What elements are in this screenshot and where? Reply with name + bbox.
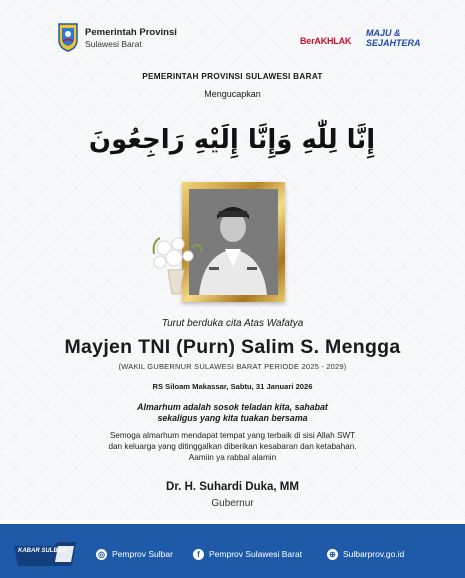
footer-instagram-link[interactable] bbox=[96, 547, 173, 561]
web-icon: ⊕ bbox=[327, 549, 338, 560]
condolence-text: Turut berduka cita Atas Wafatya bbox=[161, 318, 304, 329]
government-name: Pemerintah Provinsi bbox=[85, 27, 177, 38]
signer-role: Gubernur bbox=[211, 498, 254, 509]
berakhlak-text: BerAKHLAK bbox=[300, 36, 352, 46]
prayer-line: Aamiin ya rabbal alamin bbox=[188, 453, 277, 462]
facebook-icon: f bbox=[193, 549, 204, 560]
deceased-name: Mayjen TNI (Purn) Salim S. Mengga bbox=[64, 336, 401, 358]
province-emblem-icon bbox=[57, 22, 79, 52]
footer-instagram-label: Pemprov Sulbar bbox=[112, 549, 173, 559]
government-region: Sulawesi Barat bbox=[85, 39, 142, 49]
deceased-position: (WAKIL GUBERNUR SULAWESI BARAT PERIODE 2025 - 2029) bbox=[118, 362, 347, 371]
arabic-calligraphy bbox=[88, 106, 376, 168]
kabar-logo-shape bbox=[14, 542, 76, 566]
maju-sejahtera-logo bbox=[366, 28, 421, 54]
prayer-text bbox=[90, 430, 375, 463]
prayer-line: dan keluarga yang ditinggalkan diberikan kesabaran dan ketabahan. bbox=[108, 442, 357, 451]
header bbox=[0, 0, 465, 62]
footer-website-link[interactable] bbox=[327, 547, 404, 561]
kabar-sulbar-logo bbox=[14, 542, 76, 566]
prayer-line: Semoga almarhum mendapat tempat yang terbaik di sisi Allah SWT bbox=[109, 431, 356, 440]
sejahtera-text: SEJAHTERA bbox=[366, 38, 421, 48]
footer-facebook-label: Pemprov Sulawesi Barat bbox=[209, 549, 303, 559]
footer-website-label: Sulbarprov.go.id bbox=[343, 549, 405, 559]
kabar-logo-text: KABAR SULBAR bbox=[18, 548, 67, 554]
quote-line: Almarhum adalah sosok teladan kita, sahabat bbox=[137, 402, 328, 412]
calligraphy-text: إِنَّا لِلّٰهِ وَإِنَّا إِلَيْهِ رَاجِعُونَ bbox=[88, 125, 376, 155]
signer-name: Dr. H. Suhardi Duka, MM bbox=[166, 481, 299, 493]
flower-bouquet-icon bbox=[150, 234, 204, 300]
footer-facebook-link[interactable] bbox=[193, 547, 302, 561]
tribute-quote bbox=[115, 402, 350, 424]
page-subtitle: Mengucapkan bbox=[204, 89, 261, 99]
berakhlak-logo bbox=[300, 34, 362, 52]
maju-text: MAJU & bbox=[366, 28, 401, 38]
page-title: PEMERINTAH PROVINSI SULAWESI BARAT bbox=[142, 72, 323, 81]
instagram-icon: ◎ bbox=[96, 549, 107, 560]
quote-line: sekaligus yang kita tuakan bersama bbox=[157, 413, 308, 423]
place-date: RS Siloam Makassar, Sabtu, 31 Januari 2026 bbox=[152, 382, 313, 391]
